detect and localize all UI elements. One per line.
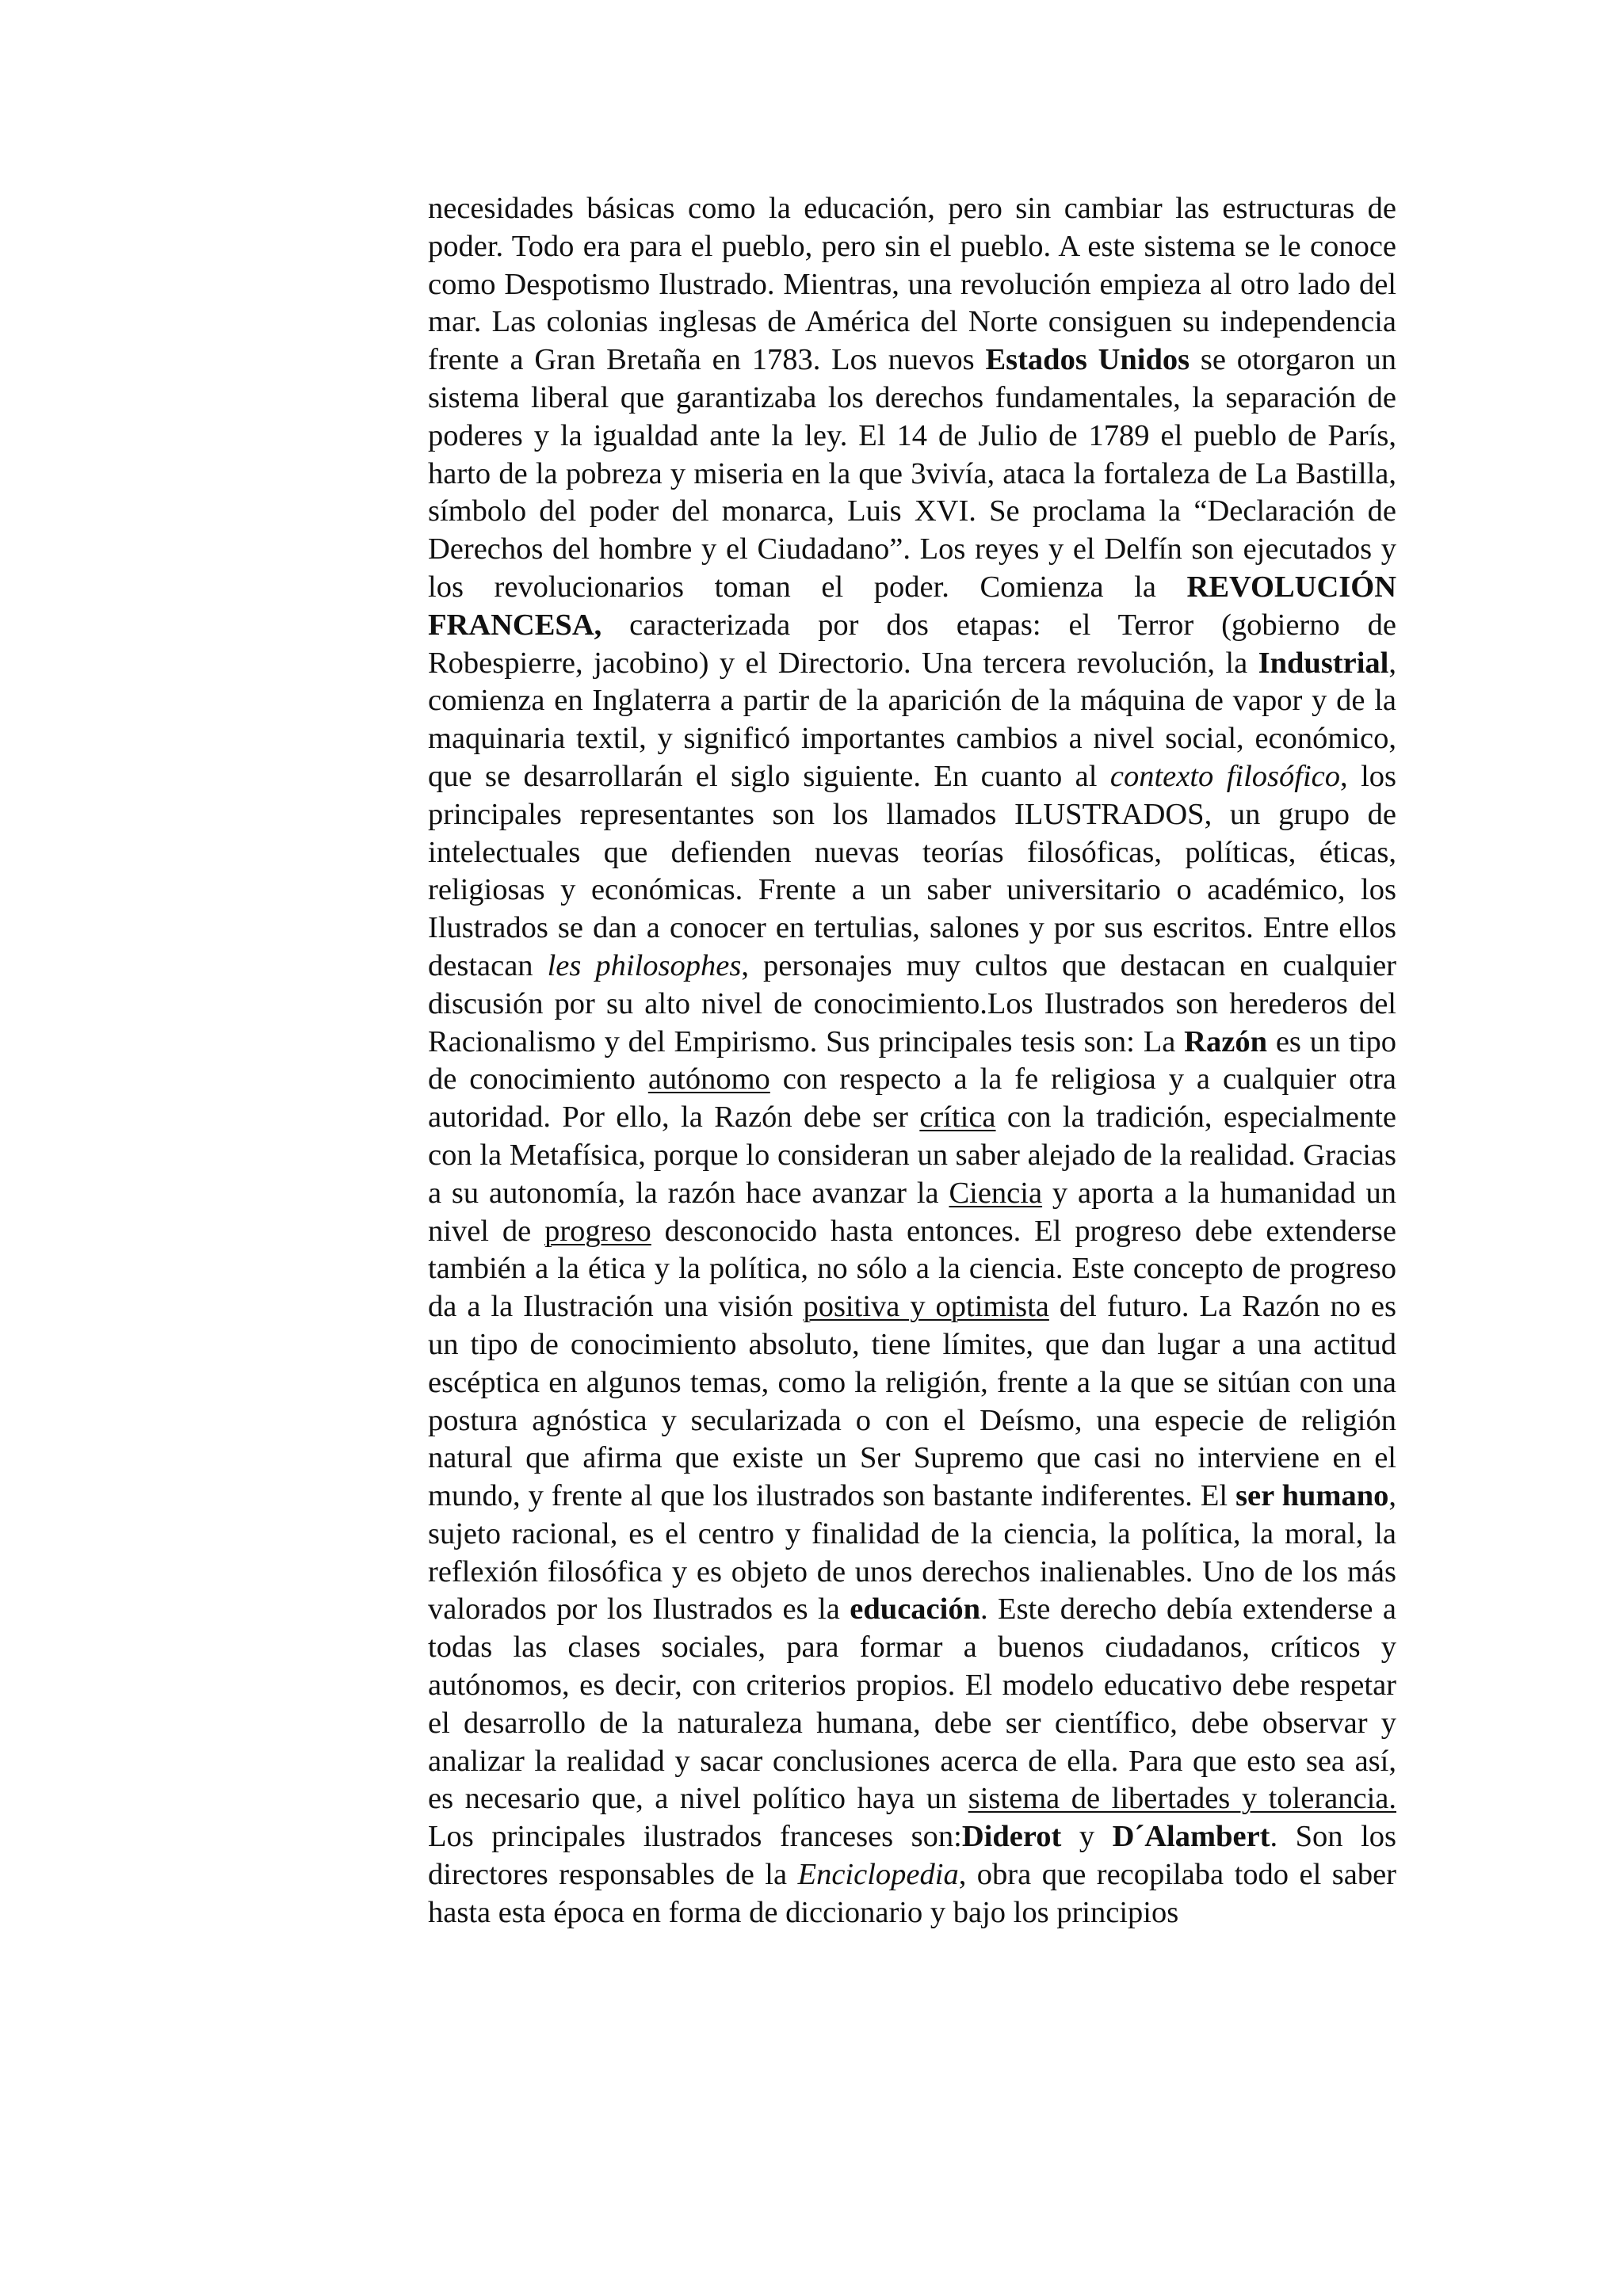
text-column [428, 190, 1396, 1932]
bold-run: D´Alambert [1112, 1820, 1270, 1854]
bold-run: REVOLUCIÓN FRANCESA, [428, 570, 1396, 642]
text-run: , comienza en Inglaterra a partir de la aparición de la máquina de vapor y de la maquinaria textil, y significó importantes cambios a nivel social, económico, que se desarrollarán el siglo siguiente. En cuanto al [428, 646, 1396, 793]
bold-run: Industrial [1258, 646, 1389, 680]
bold-run: Estados Unidos [985, 343, 1190, 377]
bold-run: Diderot [961, 1820, 1062, 1854]
body-paragraph [428, 190, 1396, 1932]
underlined-run: positiva y optimista [803, 1290, 1049, 1324]
underlined-run: autónomo [647, 1062, 770, 1097]
text-run: . Este derecho debía extenderse a todas las clases sociales, para formar a buenos ciudadanos, críticos y autónomos, es decir, con criterios propios. El modelo educativo debe respetar el desarrollo de la naturaleza humana, debe ser científico, debe observar y analizar la realidad y sacar conclusiones acerca de ella. Para que esto sea así, es necesario que, a nivel político haya un [428, 1592, 1397, 1816]
bold-run: ser humano [1235, 1479, 1389, 1513]
text-run: , sujeto racional, es el centro y finalidad de la ciencia, la política, la moral, la reflexión filosófica y es objeto de unos derechos inalienables. Uno de los más valorados por los Ilustrados es la [428, 1479, 1396, 1627]
text-run: , personajes muy cultos que destacan en cualquier discusión por su alto nivel de conocimiento.Los Ilustrados son herederos del Racionalismo y del Empirismo. Sus principales tesis son: La [428, 948, 1396, 1058]
underlined-run: Ciencia [949, 1176, 1043, 1210]
text-run: caracterizada por dos etapas: el Terror (gobierno de Robespierre, jacobino) y el Directorio. Una tercera revolución, la [428, 608, 1396, 680]
text-run: del futuro. La Razón no es un tipo de conocimiento absoluto, tiene límites, que dan lugar a una actitud escéptica en algunos temas, como la religión, frente a la que se sitúan con una postura agnóstica y secularizada o con el Deísmo, una especie de religión natural que afirma que existe un Ser Supremo que casi no interviene en el mundo, y frente al que los ilustrados son bastante indiferentes. El [428, 1290, 1396, 1513]
text-run: desconocido hasta entonces. El progreso debe extenderse también a la ética y la política, no sólo a la ciencia. Este concepto de progreso da a la Ilustración una visión [428, 1214, 1396, 1324]
text-run: con respecto a la fe religiosa y a cualquier otra autoridad. Por ello, la Razón debe ser [428, 1062, 1396, 1135]
text-run: se otorgaron un sistema liberal que garantizaba los derechos fundamentales, la separación de poderes y la igualdad ante la ley. El 14 de Julio de 1789 el pueblo de París, harto de la pobreza y miseria en la que 3vivía, ataca la fortaleza de La Bastilla, símbolo del poder del monarca, Luis XVI. Se proclama la “Declaración de Derechos del hombre y el Ciudadano”. Los reyes y el Delfín son ejecutados y los revolucionarios toman el poder. Comienza la [428, 343, 1396, 604]
underlined-run: crítica [919, 1100, 996, 1135]
italic-run: contexto filosófico [1109, 759, 1341, 793]
bold-run: Razón [1184, 1024, 1267, 1058]
underlined-run: sistema de libertades y tolerancia. [968, 1782, 1396, 1816]
text-run: necesidades básicas como la educación, pero sin cambiar las estructuras de poder. Todo era para el pueblo, pero sin el pueblo. A este sistema se le conoce como Despotismo Ilustrado. Mientras, una revolución empieza al otro lado del mar. Las colonias inglesas de América del Norte consiguen su independencia frente a Gran Bretaña en 1783. Los nuevos [428, 192, 1396, 377]
italic-run: les philosophes [547, 948, 742, 982]
text-run: y [1061, 1820, 1113, 1854]
text-run: , obra que recopilaba todo el saber hasta esta época en forma de diccionario y bajo los principios [428, 1858, 1396, 1929]
italic-run: Enciclopedia [797, 1858, 959, 1892]
text-run: con la tradición, especialmente con la Metafísica, porque lo consideran un saber alejado de la realidad. Gracias a su autonomía, la razón hace avanzar la [428, 1100, 1396, 1210]
text-run: , los principales representantes son los llamados ILUSTRADOS, un grupo de intelectuales que defienden nuevas teorías filosóficas, políticas, éticas, religiosas y económicas. Frente a un saber universitario o académico, los Ilustrados se dan a conocer en tertulias, salones y por sus escritos. Entre ellos destacan [428, 759, 1396, 982]
text-run: y aporta a la humanidad un nivel de [428, 1176, 1397, 1248]
text-run: Los principales ilustrados franceses son: [428, 1820, 962, 1854]
bold-run: educación [850, 1592, 980, 1627]
text-run: . Son los directores responsables de la [428, 1820, 1396, 1892]
underlined-run: progreso [544, 1214, 651, 1248]
text-run: es un tipo de conocimiento [428, 1024, 1396, 1097]
